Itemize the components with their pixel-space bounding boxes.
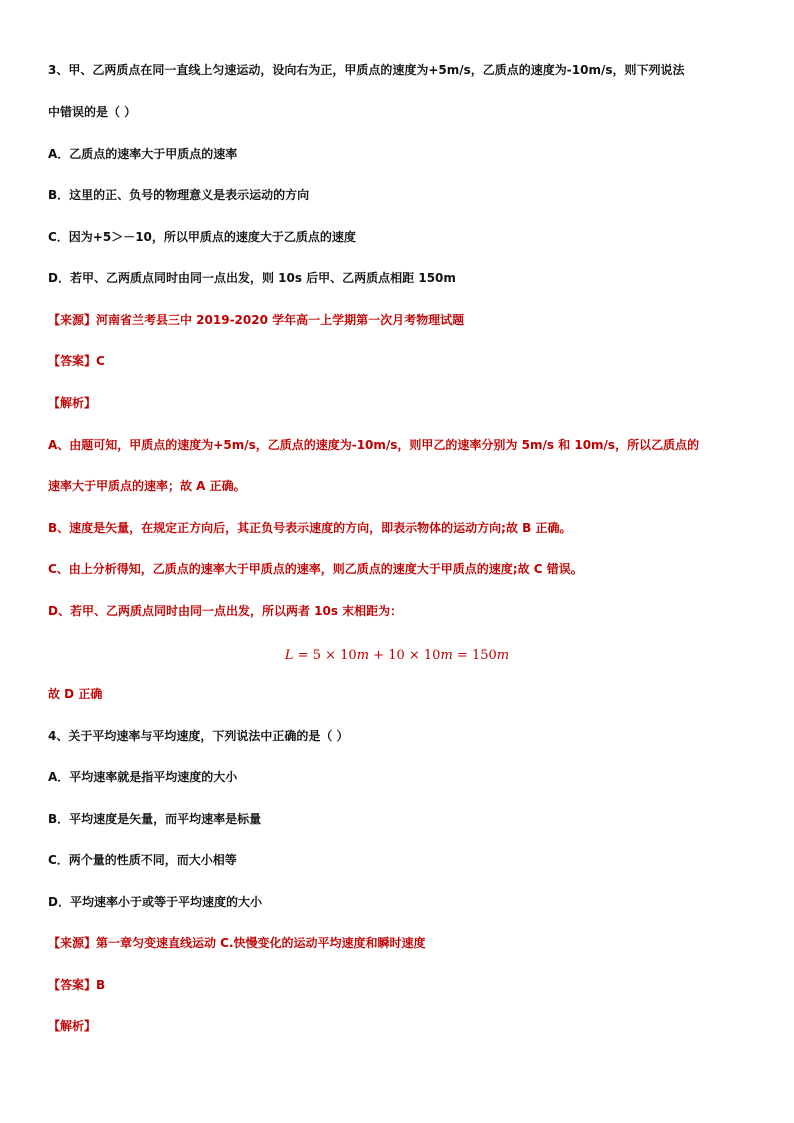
equation-term-2-unit: m xyxy=(440,648,453,663)
equation-equals-2: = xyxy=(452,648,472,663)
q3-analysis-a-line1: A、由题可知，甲质点的速度为+5m/s，乙质点的速度为-10m/s，则甲乙的速率分别为 5m/s 和 10m/s，所以乙质点的 xyxy=(48,438,700,452)
equation-equals-1: = xyxy=(293,648,313,663)
equation-result-number: 150 xyxy=(471,648,497,663)
equation-lhs: L xyxy=(284,648,294,663)
q3-option-c: C．因为+5＞－10，所以甲质点的速度大于乙质点的速度 xyxy=(48,230,356,244)
equation-term-2-number: 10 × 10 xyxy=(388,648,441,663)
q4-option-a: A．平均速率就是指平均速度的大小 xyxy=(48,770,238,784)
equation-result-unit: m xyxy=(496,648,510,663)
equation-term-1-number: 5 × 10 xyxy=(312,648,357,663)
q3-analysis-b: B、速度是矢量，在规定正方向后，其正负号表示速度的方向，即表示物体的运动方向;故 B 正确。 xyxy=(48,521,572,535)
q4-stem: 4、关于平均速率与平均速度，下列说法中正确的是（ ） xyxy=(48,729,349,743)
q3-answer: 【答案】C xyxy=(48,354,105,368)
equation-plus: + xyxy=(369,648,389,663)
q3-source: 【来源】河南省兰考县三中 2019-2020 学年高一上学期第一次月考物理试题 xyxy=(48,313,465,327)
q4-option-b: B．平均速度是矢量，而平均速率是标量 xyxy=(48,812,262,826)
q4-answer: 【答案】B xyxy=(48,978,106,992)
q3-analysis-label: 【解析】 xyxy=(48,396,97,410)
q4-analysis-label: 【解析】 xyxy=(48,1019,97,1033)
q4-source: 【来源】第一章匀变速直线运动 C.快慢变化的运动平均速度和瞬时速度 xyxy=(48,936,426,950)
q4-option-d: D．平均速率小于或等于平均速度的大小 xyxy=(48,895,262,909)
q3-stem-line2: 中错误的是（ ） xyxy=(48,105,137,119)
q3-analysis-d: D、若甲、乙两质点同时由同一点出发，所以两者 10s 末相距为： xyxy=(48,604,403,618)
q3-option-d: D．若甲、乙两质点同时由同一点出发，则 10s 后甲、乙两质点相距 150m xyxy=(48,271,456,285)
equation-term-1-unit: m xyxy=(356,648,370,663)
q3-option-a: A．乙质点的速率大于甲质点的速率 xyxy=(48,147,238,161)
q3-stem-line1: 3、甲、乙两质点在同一直线上匀速运动，设向右为正，甲质点的速度为+5m/s，乙质点的速度为-10m/s，则下列说法 xyxy=(48,63,685,77)
q3-analysis-conclusion: 故 D 正确 xyxy=(48,687,103,701)
q3-analysis-a-line2: 速率大于甲质点的速率；故 A 正确。 xyxy=(48,479,246,493)
q3-option-b: B．这里的正、负号的物理意义是表示运动的方向 xyxy=(48,188,310,202)
q4-option-c: C．两个量的性质不同，而大小相等 xyxy=(48,853,237,867)
q3-distance-equation xyxy=(0,647,794,665)
q3-analysis-c: C、由上分析得知，乙质点的速率大于甲质点的速率，则乙质点的速度大于甲质点的速度;故 C 错误。 xyxy=(48,562,583,576)
